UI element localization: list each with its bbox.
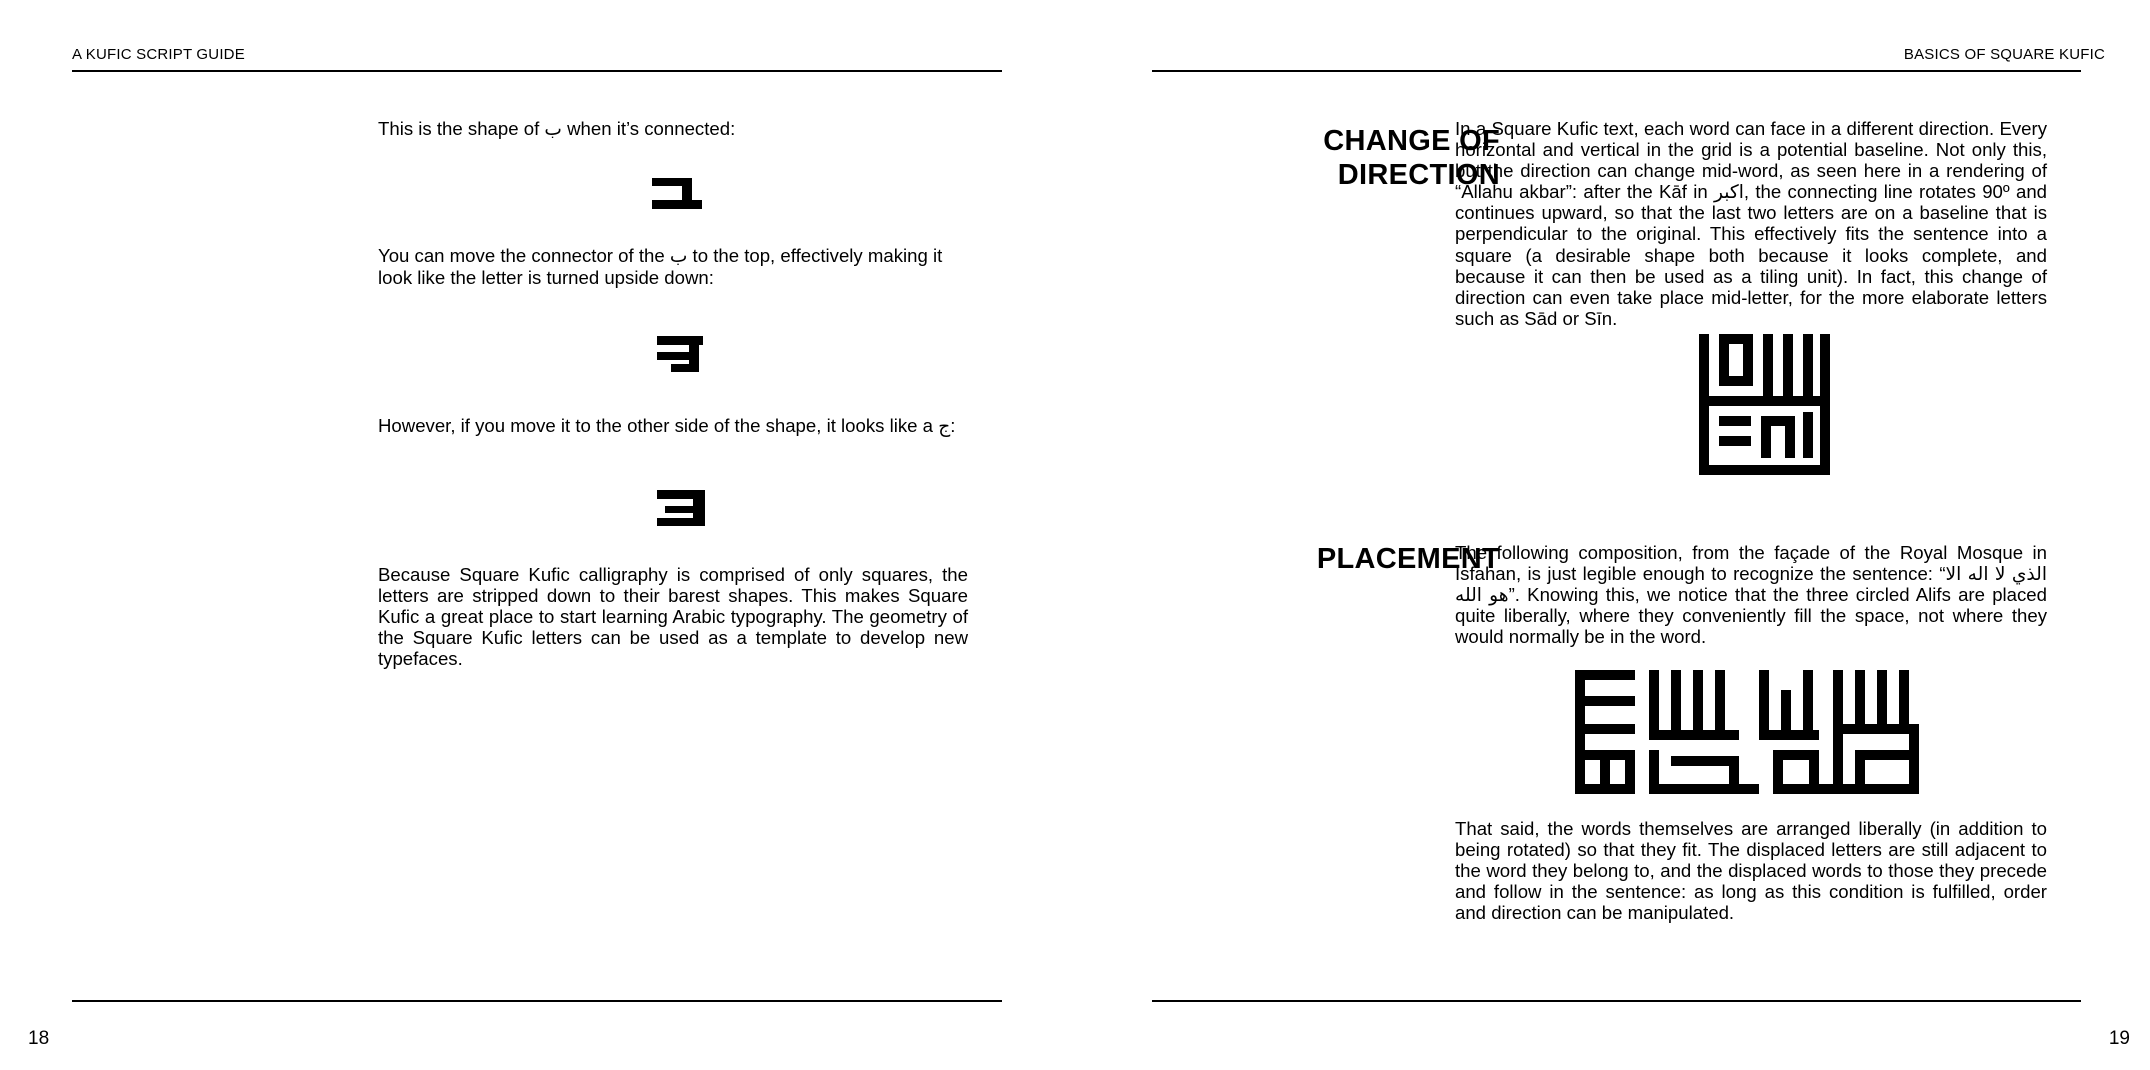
ba-jim-like-glyph xyxy=(657,490,705,528)
top-rule-left xyxy=(72,70,1002,72)
bottom-rule-left xyxy=(72,1000,1002,1002)
paragraph-ba-jim-like: However, if you move it to the other side of the shape, it looks like a ج: xyxy=(378,415,956,437)
running-head-left: A KUFIC SCRIPT GUIDE xyxy=(72,46,245,63)
page-number-right: 19 xyxy=(2108,1028,2130,1049)
page-number-left: 18 xyxy=(28,1028,50,1049)
heading-change-of-direction: CHANGE OF DIRECTION xyxy=(1323,125,1500,191)
paragraph-placement-2: That said, the words themselves are arranged liberally (in addition to being rotated) so that they fit. The displaced letters are still adjacent to the word they belong to, and the displaced words to those they precede and follow in the sentence: as long as this condition is fulfilled, order and direction can be manipulated. xyxy=(1455,818,2047,924)
paragraph-ba-connected: This is the shape of ب when it’s connected: xyxy=(378,118,736,140)
paragraph-change-of-direction: In a Square Kufic text, each word can face in a different direction. Every horizontal and vertical in the grid is a potential baseline. Not only this, but the direction can change mid-word, as seen here in a rendering of “Allahu akbar”: after the Kāf in اكبر, the connecting line rotates 90º and continues upward, so that the last two letters are on a baseline that is perpendicular to the original. This effectively fits the sentence into a square (a desirable shape both because it looks complete, and because it can then be used as a tiling unit). In fact, this change of direction can even take place mid-letter, for the more elaborate letters such as Sād or Sīn. xyxy=(1455,118,2047,329)
inline-letter-ba-2: ب xyxy=(669,246,688,267)
top-rule-right xyxy=(1152,70,2081,72)
inline-letter-ba: ب xyxy=(544,119,562,140)
paragraph-ba-upside-down: You can move the connector of the ب to the top, effectively making it look like the letter is turned upside down: xyxy=(378,245,943,289)
ba-upside-down-glyph xyxy=(657,336,703,374)
ba-connected-glyph xyxy=(652,178,702,216)
inline-letter-jim: ج xyxy=(938,416,951,437)
running-head-right: BASICS OF SQUARE KUFIC xyxy=(1903,46,2105,63)
paragraph-placement: The following composition, from the façade of the Royal Mosque in Isfahan, is just legible enough to recognize the sentence: “الذي لا اله الا هو الله”. Knowing this, we notice that the three circled Alifs are placed quite liberally, where they conveniently fill the space, not where they would normally be in the word. xyxy=(1455,542,2047,648)
allahu-akbar-kufic-figure xyxy=(1699,334,1830,475)
right-page xyxy=(1075,0,2150,1070)
bottom-rule-right xyxy=(1152,1000,2081,1002)
heading-placement: PLACEMENT xyxy=(1316,543,1500,575)
royal-mosque-kufic-figure xyxy=(1575,670,1919,794)
paragraph-square-kufic-intro: Because Square Kufic calligraphy is comprised of only squares, the letters are stripped down to their barest shapes. This makes Square Kufic a great place to start learning Arabic typography. The geometry of the Square Kufic letters can be used as a template to develop new typefaces. xyxy=(378,564,968,670)
